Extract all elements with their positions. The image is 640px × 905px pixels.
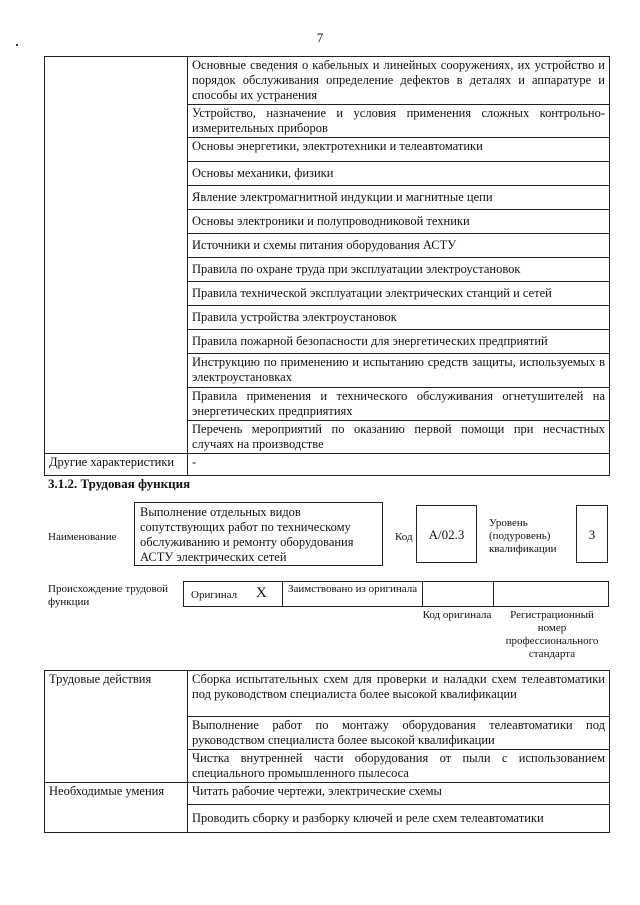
action-item: Выполнение работ по монтажу оборудования телеавтоматики под руководством специалиста более высокой квалификации bbox=[188, 717, 610, 750]
section-title: 3.1.2. Трудовая функция bbox=[48, 476, 191, 491]
knowledge-item: Перечень мероприятий по оказанию первой помощи при несчастных случаях на производстве bbox=[188, 421, 610, 454]
name-label: Наименование bbox=[48, 531, 117, 543]
original-mark: X bbox=[256, 585, 267, 601]
origin-label: Происхождение трудовой функции bbox=[48, 583, 169, 608]
skills-label: Необходимые умения bbox=[45, 783, 188, 833]
knowledge-table bbox=[44, 56, 610, 476]
action-item: Чистка внутренней части оборудования от пыли с использованием специального промышленного пылесоса bbox=[188, 750, 610, 783]
skill-item: Проводить сборку и разборку ключей и реле схем телеавтоматики bbox=[188, 805, 610, 833]
knowledge-item: Основы механики, физики bbox=[188, 162, 610, 186]
reg-number-caption: Регистрационный номер профессионального стандарта bbox=[505, 609, 599, 660]
other-characteristics-label: Другие характеристики bbox=[45, 454, 188, 476]
level-label: Уровень (подуровень) квалификации bbox=[489, 517, 557, 555]
original-label: Оригинал bbox=[191, 589, 238, 601]
knowledge-item: Источники и схемы питания оборудования АСТУ bbox=[188, 234, 610, 258]
origin-box bbox=[183, 581, 609, 607]
scan-speck bbox=[16, 44, 18, 46]
knowledge-item: Основы электроники и полупроводниковой техники bbox=[188, 210, 610, 234]
knowledge-item: Устройство, назначение и условия применения сложных контрольно-измерительных приборов bbox=[188, 105, 610, 138]
code-original-caption: Код оригинала bbox=[422, 609, 492, 621]
function-name-value: Выполнение отдельных видов сопутствующих работ по техническому обслуживанию и ремонту оборудования АСТУ электрических сетей bbox=[134, 502, 383, 566]
knowledge-item: Основы энергетики, электротехники и телеавтоматики bbox=[188, 138, 610, 162]
borrowed-label: Заимствовано из оригинала bbox=[288, 583, 418, 595]
knowledge-item: Правила технической эксплуатации электрических станций и сетей bbox=[188, 282, 610, 306]
knowledge-item: Основные сведения о кабельных и линейных сооружениях, их устройство и порядок обслуживания определение дефектов в деталях и аппаратуре и способы их устранения bbox=[188, 57, 610, 105]
actions-table bbox=[44, 670, 610, 833]
knowledge-item: Правила по охране труда при эксплуатации электроустановок bbox=[188, 258, 610, 282]
code-value: А/02.3 bbox=[416, 505, 477, 563]
skill-item: Читать рабочие чертежи, электрические схемы bbox=[188, 783, 610, 805]
level-value: 3 bbox=[576, 505, 608, 563]
other-characteristics-value: - bbox=[188, 454, 610, 476]
page-number: 7 bbox=[316, 30, 324, 45]
knowledge-item: Явление электромагнитной индукции и магнитные цепи bbox=[188, 186, 610, 210]
knowledge-item: Правила устройства электроустановок bbox=[188, 306, 610, 330]
actions-label: Трудовые действия bbox=[45, 671, 188, 783]
knowledge-label-cell bbox=[45, 57, 188, 454]
code-label: Код bbox=[395, 531, 413, 543]
knowledge-item: Правила применения и технического обслуживания огнетушителей на энергетических предприятиях bbox=[188, 388, 610, 421]
knowledge-item: Правила пожарной безопасности для энергетических предприятий bbox=[188, 330, 610, 354]
action-item: Сборка испытательных схем для проверки и наладки схем телеавтоматики под руководством специалиста более высокой квалификации bbox=[188, 671, 610, 717]
knowledge-item: Инструкцию по применению и испытанию средств защиты, используемых в электроустановках bbox=[188, 354, 610, 388]
